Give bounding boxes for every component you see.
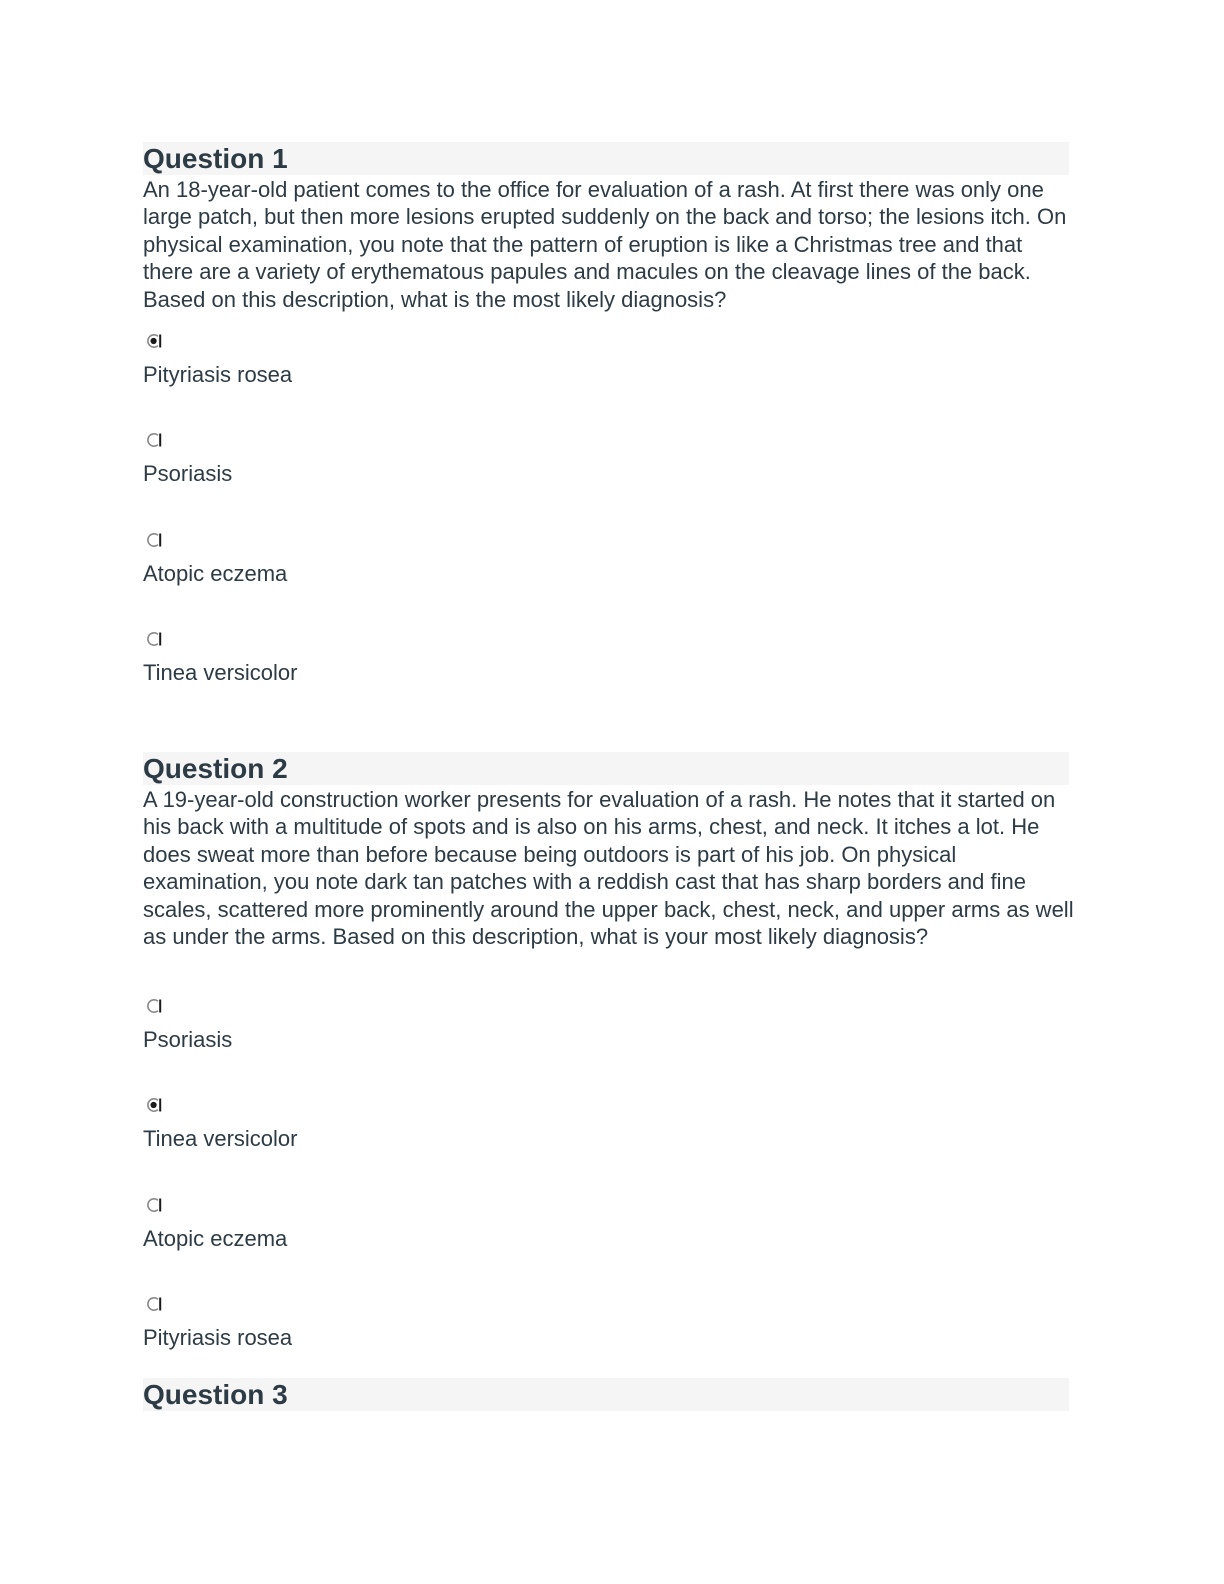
radio-circle-icon <box>145 531 165 549</box>
question-1-answer-3-radio[interactable] <box>145 531 165 549</box>
question-3-header <box>143 1378 1069 1411</box>
question-3-title: Question 3 <box>143 1379 288 1410</box>
question-1-answer-1-radio[interactable] <box>145 332 165 350</box>
radio-circle-icon <box>145 1295 165 1313</box>
radio-circle-icon <box>145 997 165 1015</box>
question-2-answer-4-radio[interactable] <box>145 1295 165 1313</box>
question-2-answer-2-label: Tinea versicolor <box>143 1126 298 1151</box>
question-1-header <box>143 142 1069 175</box>
question-2-answer-3-radio[interactable] <box>145 1196 165 1214</box>
question-1-answer-3-label: Atopic eczema <box>143 561 288 586</box>
radio-circle-icon <box>145 1196 165 1214</box>
question-2-title: Question 2 <box>143 753 288 784</box>
question-2-header <box>143 752 1069 785</box>
radio-circle-icon <box>145 1096 165 1114</box>
question-1-title: Question 1 <box>143 143 288 174</box>
question-2-text: A 19-year-old construction worker presents for evaluation of a rash. He notes that it started on his back with a multitude of spots and is also on his arms, chest, and neck. It itches a lot. He does sweat more than before because being outdoors is part of his job. On physical examination, you note dark tan patches with a reddish cast that has sharp borders and fine scales, scattered more prominently around the upper back, chest, neck, and upper arms as well as under the arms. Based on this description, what is your most likely diagnosis? <box>143 787 1074 950</box>
question-1-answer-4-label: Tinea versicolor <box>143 660 298 685</box>
question-1-answer-4-radio[interactable] <box>145 630 165 648</box>
radio-circle-icon <box>145 630 165 648</box>
question-1-answer-2-label: Psoriasis <box>143 461 233 486</box>
radio-circle-icon <box>145 431 165 449</box>
question-2-answer-3-label: Atopic eczema <box>143 1226 288 1251</box>
question-2-answer-1-radio[interactable] <box>145 997 165 1015</box>
question-2-answer-4-label: Pityriasis rosea <box>143 1325 293 1350</box>
radio-circle-icon <box>145 332 165 350</box>
question-1-answer-2-radio[interactable] <box>145 431 165 449</box>
question-2-answer-2-radio[interactable] <box>145 1096 165 1114</box>
question-2-answer-1-label: Psoriasis <box>143 1027 233 1052</box>
question-1-text: An 18-year-old patient comes to the office for evaluation of a rash. At first there was only one large patch, but then more lesions erupted suddenly on the back and torso; the lesions itch. On physical examination, you note that the pattern of eruption is like a Christmas tree and that there are a variety of erythematous papules and macules on the cleavage lines of the back. Based on this description, what is the most likely diagnosis? <box>143 177 1067 312</box>
question-1-answer-1-label: Pityriasis rosea <box>143 362 293 387</box>
